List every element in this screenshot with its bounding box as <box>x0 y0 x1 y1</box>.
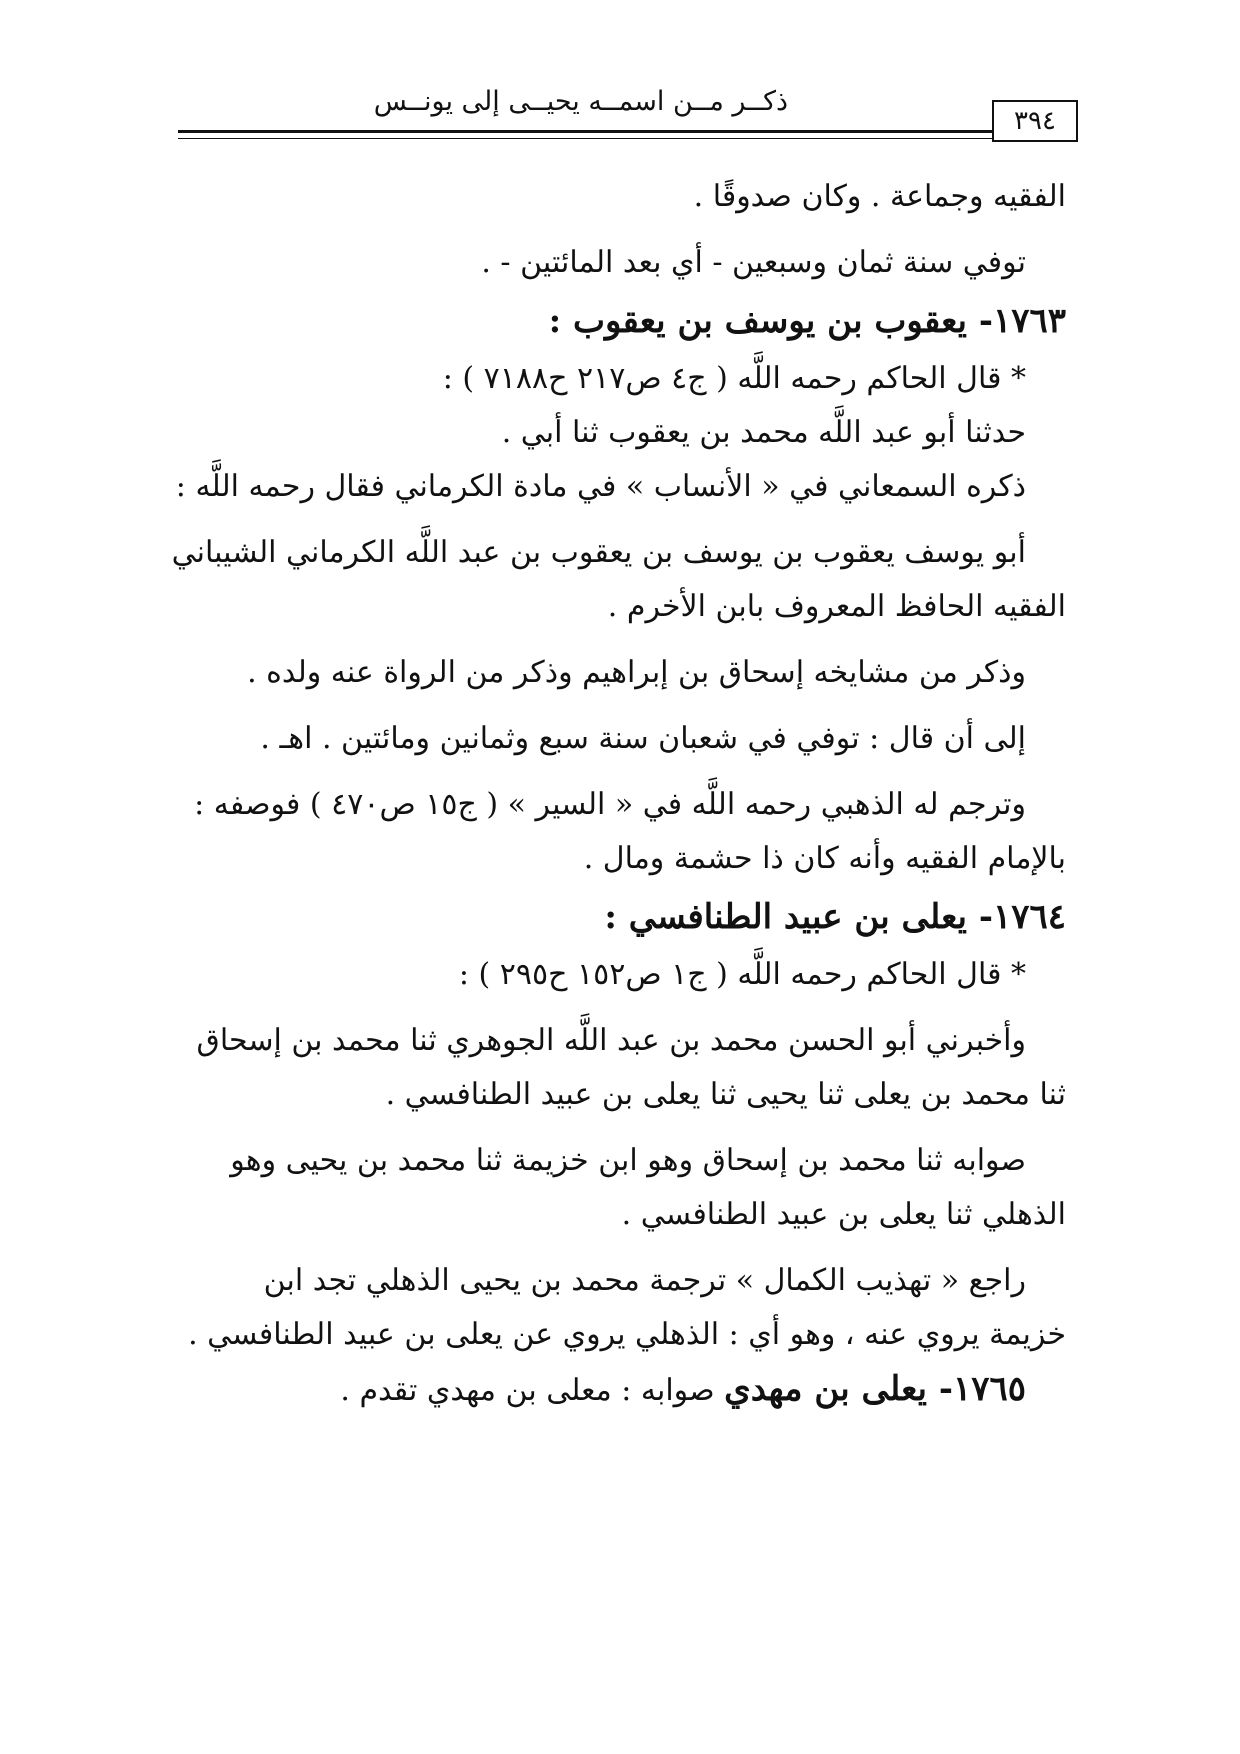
text-line: راجع « تهذيب الكمال » ترجمة محمد بن يحيى الذهلي تجد ابن <box>263 1263 1026 1298</box>
text-line: ثنا محمد بن يعلى ثنا يحيى ثنا يعلى بن عبيد الطنافسي . <box>385 1077 1066 1112</box>
page-body <box>171 170 1066 1418</box>
text-line: الفقيه الحافظ المعروف بابن الأخرم . <box>607 589 1066 624</box>
text-line: إلى أن قال : توفي في شعبان سنة سبع وثمانين ومائتين . اهـ . <box>260 721 1026 756</box>
text-line: وأخبرني أبو الحسن محمد بن عبد اللَّه الجوهري ثنا محمد بن إسحاق <box>196 1023 1026 1058</box>
header-rule-thin <box>178 138 996 139</box>
text-line: وترجم له الذهبي رحمه اللَّه في « السير » ( ج١٥ ص٤٧٠ ) فوصفه : <box>194 787 1026 822</box>
text-line: الفقيه وجماعة . وكان صدوقًا . <box>693 179 1066 214</box>
entry-heading-1763: ١٧٦٣- يعقوب بن يوسف بن يعقوب : <box>548 301 1066 341</box>
entry-heading-1764: ١٧٦٤- يعلى بن عبيد الطنافسي : <box>604 897 1066 937</box>
text-line: * قال الحاكم رحمه اللَّه ( ج١ ص١٥٢ ح٢٩٥ ) : <box>458 957 1026 992</box>
running-title: ذكــر مــن اسمــه يحيــى إلى يونــس <box>373 86 788 117</box>
entry-heading-1765 <box>178 1362 1066 1418</box>
text-line: * قال الحاكم رحمه اللَّه ( ج٤ ص٢١٧ ح٧١٨٨ ) : <box>442 361 1026 396</box>
header-rule-thick <box>178 130 996 133</box>
text-line: بالإمام الفقيه وأنه كان ذا حشمة ومال . <box>583 841 1066 876</box>
page-header <box>178 78 1080 140</box>
text-line: توفي سنة ثمان وسبعين - أي بعد المائتين - . <box>481 245 1026 280</box>
text-line: خزيمة يروي عنه ، وهو أي : الذهلي يروي عن يعلى بن عبيد الطنافسي . <box>188 1317 1066 1352</box>
text-line: الذهلي ثنا يعلى بن عبيد الطنافسي . <box>621 1197 1066 1232</box>
text-line: صوابه ثنا محمد بن إسحاق وهو ابن خزيمة ثنا محمد بن يحيى وهو <box>230 1143 1026 1178</box>
text-line: حدثنا أبو عبد اللَّه محمد بن يعقوب ثنا أبي . <box>501 415 1026 450</box>
entry-heading-1765-rest: صوابه : معلى بن مهدي تقدم . <box>340 1373 725 1408</box>
text-line: أبو يوسف يعقوب بن يوسف بن يعقوب بن عبد اللَّه الكرماني الشيباني <box>171 535 1026 570</box>
entry-heading-1765-bold: ١٧٦٥- يعلى بن مهدي <box>724 1369 1026 1409</box>
page-number-box: ٣٩٤ <box>992 100 1078 142</box>
text-line: وذكر من مشايخه إسحاق بن إبراهيم وذكر من الرواة عنه ولده . <box>247 655 1026 690</box>
text-line: ذكره السمعاني في « الأنساب » في مادة الكرماني فقال رحمه اللَّه : <box>175 469 1026 504</box>
